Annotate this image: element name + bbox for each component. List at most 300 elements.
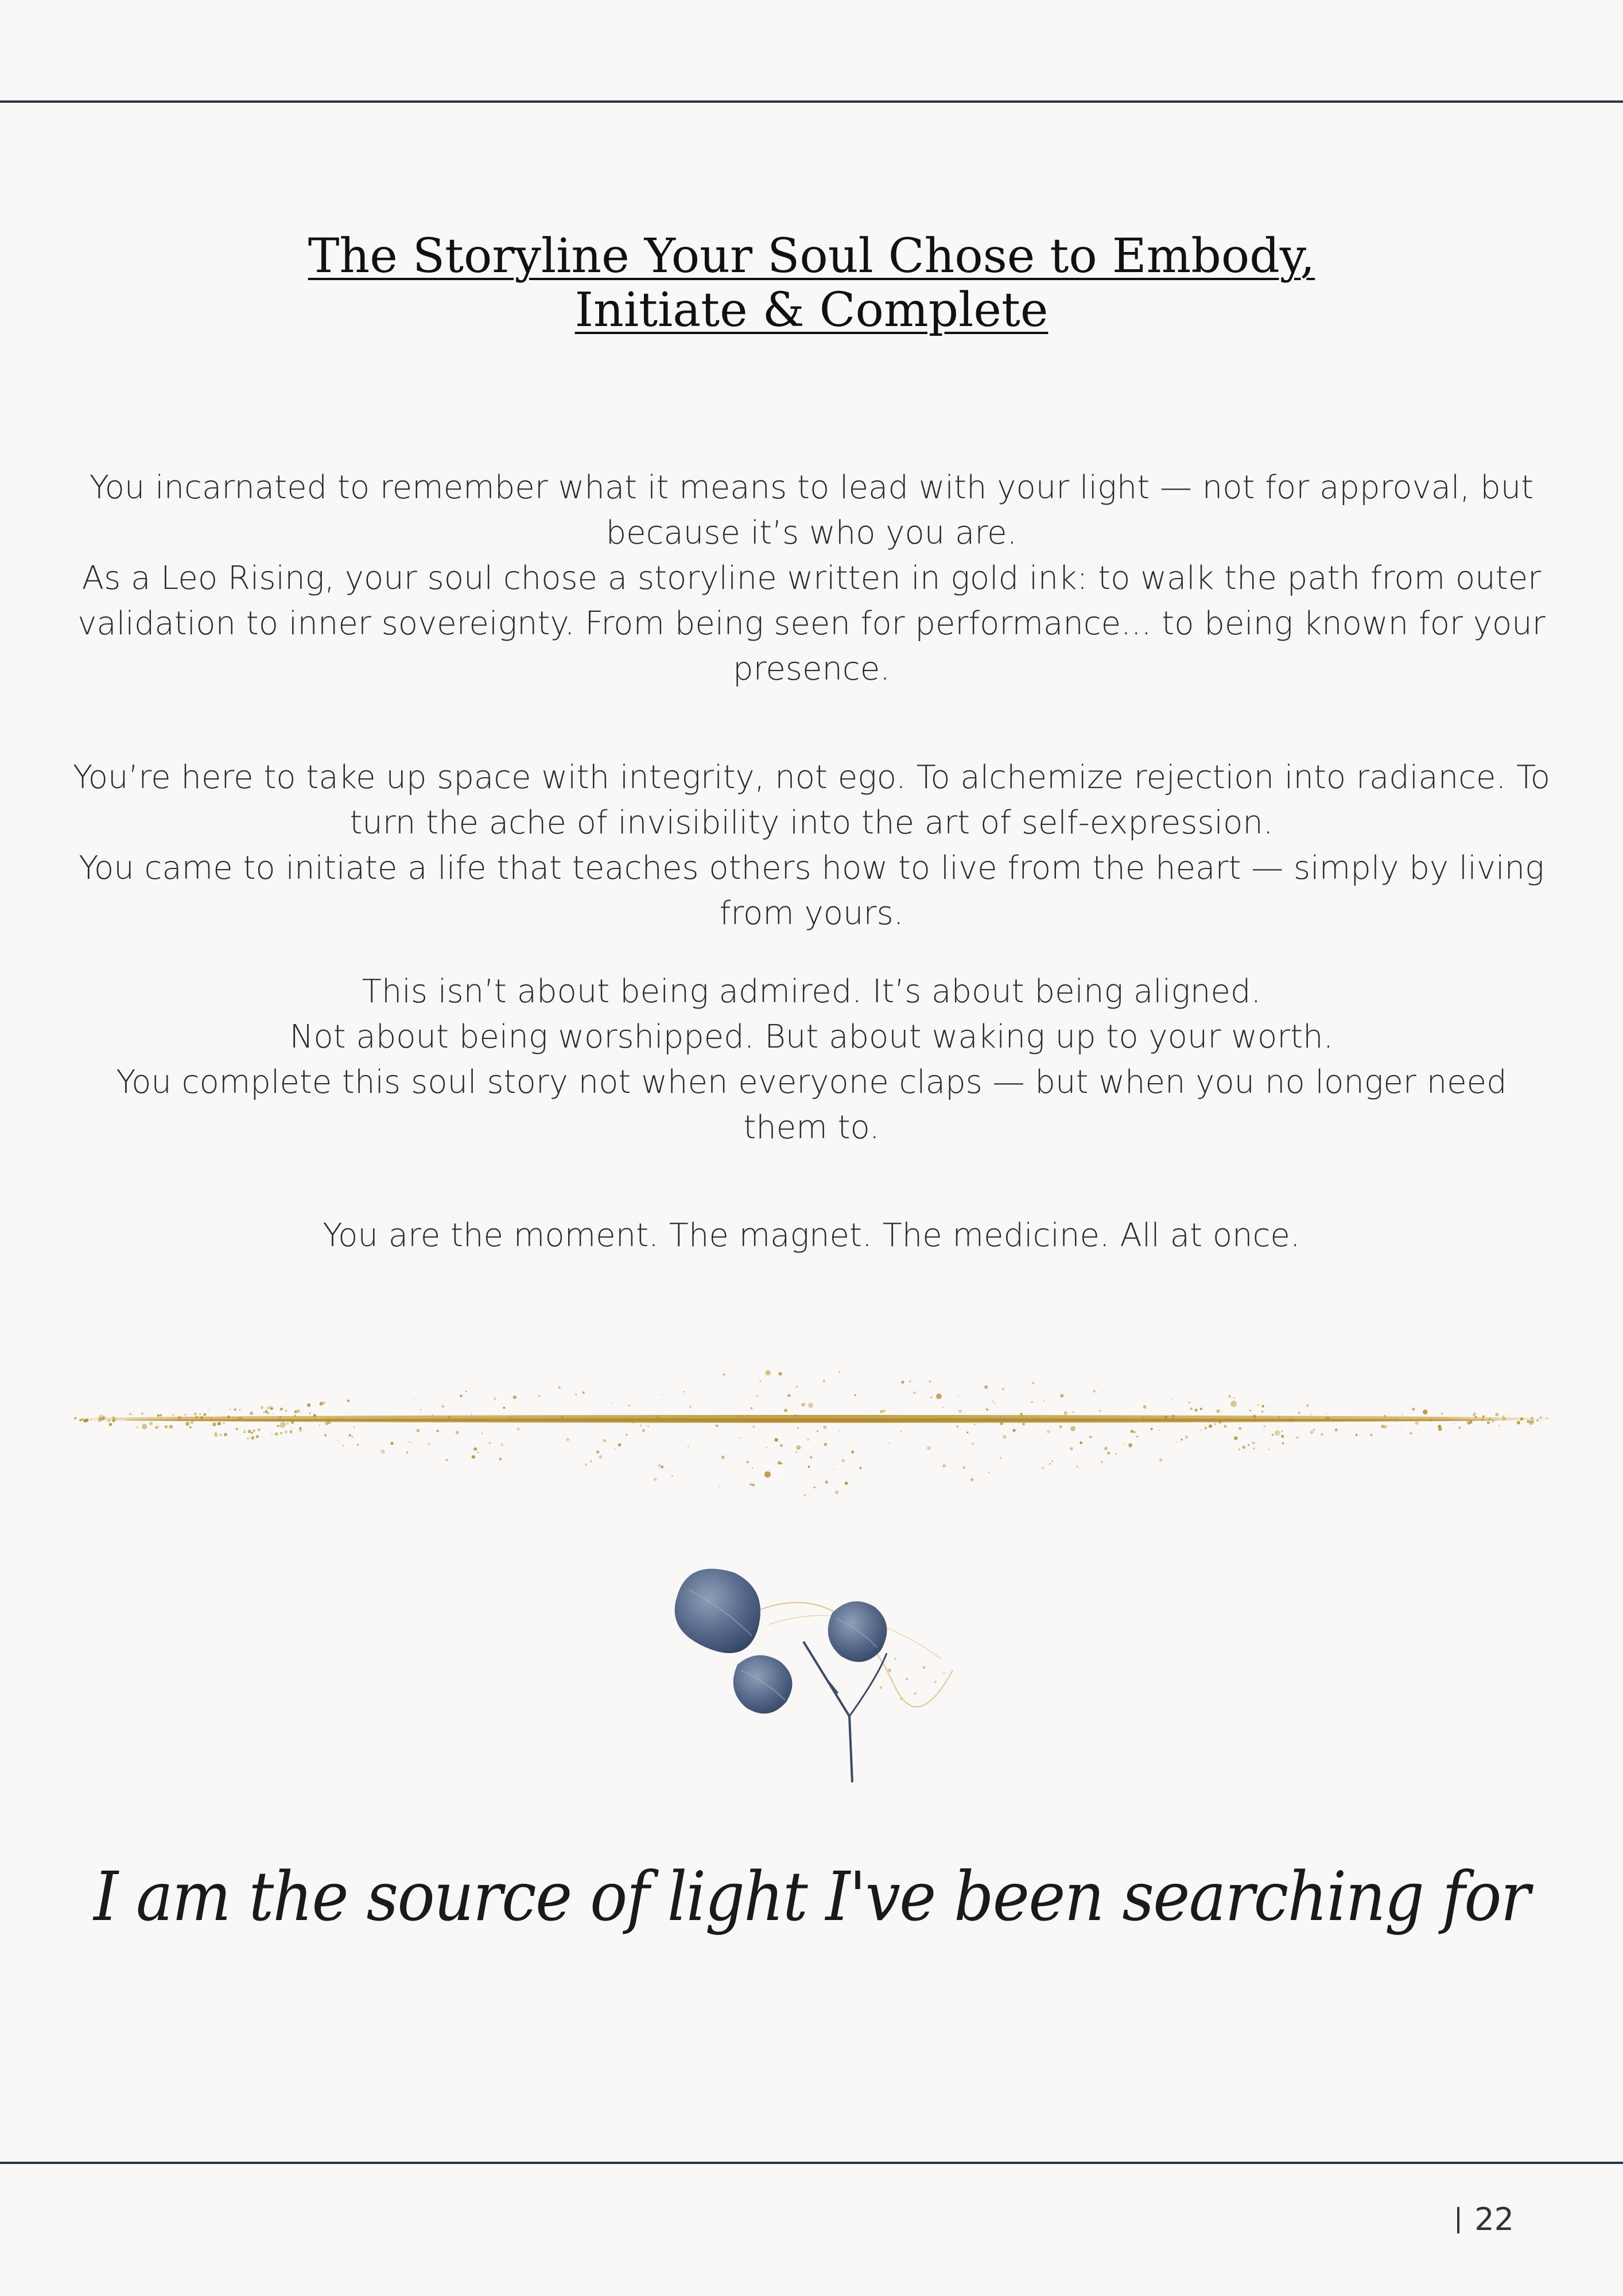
glitter-speck xyxy=(642,1429,645,1432)
glitter-speck xyxy=(414,1399,415,1400)
glitter-speck xyxy=(75,1417,76,1419)
glitter-speck xyxy=(465,1391,467,1392)
glitter-speck xyxy=(1089,1436,1092,1438)
glitter-speck xyxy=(1070,1447,1073,1450)
glitter-speck xyxy=(411,1442,412,1443)
glitter-speck xyxy=(1384,1425,1387,1429)
glitter-speck xyxy=(172,1414,174,1416)
glitter-speck xyxy=(766,1370,771,1375)
glitter-speck xyxy=(1230,1401,1237,1407)
glitter-speck xyxy=(271,1434,273,1435)
glitter-speck xyxy=(1049,1463,1051,1465)
glitter-speck xyxy=(647,1426,649,1428)
glitter-speck xyxy=(1482,1415,1485,1418)
glitter-speck xyxy=(351,1436,353,1437)
paragraph-line: Not about being worshipped. But about waking up to your worth. xyxy=(289,1018,1334,1056)
glitter-speck xyxy=(324,1434,327,1436)
glitter-speck xyxy=(838,1371,840,1372)
glitter-speck xyxy=(291,1421,294,1424)
glitter-speck xyxy=(200,1416,203,1419)
glitter-speck xyxy=(1107,1452,1110,1455)
glitter-speck xyxy=(654,1477,657,1480)
glitter-speck xyxy=(270,1407,273,1410)
glitter-speck xyxy=(804,1494,806,1496)
glitter-speck xyxy=(223,1422,225,1424)
glitter-speck xyxy=(780,1444,782,1446)
glitter-speck xyxy=(596,1450,599,1453)
glitter-speck xyxy=(782,1480,783,1481)
glitter-speck xyxy=(1384,1415,1386,1417)
glitter-speck xyxy=(751,1407,753,1410)
glitter-speck xyxy=(137,1426,138,1428)
glitter-speck xyxy=(787,1394,790,1397)
glitter-speck xyxy=(845,1481,848,1485)
glitter-speck xyxy=(1164,1415,1167,1418)
glitter-speck xyxy=(489,1442,491,1444)
glitter-speck xyxy=(814,1487,816,1488)
glitter-speck xyxy=(1079,1419,1081,1421)
glitter-speck xyxy=(294,1410,297,1413)
glitter-speck xyxy=(313,1414,316,1417)
glitter-speck xyxy=(1205,1427,1207,1429)
glitter-speck xyxy=(1321,1433,1323,1436)
glitter-speck xyxy=(752,1467,753,1468)
glitter-speck xyxy=(795,1451,798,1453)
glitter-speck xyxy=(1000,1422,1003,1425)
glitter-speck xyxy=(1441,1413,1443,1414)
glitter-speck xyxy=(1253,1415,1256,1418)
glitter-speck xyxy=(471,1414,472,1415)
glitter-speck xyxy=(112,1416,115,1420)
glitter-speck xyxy=(603,1439,606,1442)
glitter-speck xyxy=(1047,1430,1050,1433)
glitter-speck xyxy=(1060,1394,1063,1397)
glitter-speck xyxy=(250,1411,253,1415)
glitter-speck xyxy=(1473,1414,1475,1416)
glitter-speck xyxy=(280,1432,282,1434)
glitter-speck xyxy=(432,1414,433,1415)
glitter-speck xyxy=(1159,1430,1160,1431)
glitter-speck xyxy=(656,1416,659,1420)
glitter-speck xyxy=(277,1425,279,1427)
glitter-speck xyxy=(240,1417,242,1419)
glitter-speck xyxy=(1423,1410,1427,1414)
glitter-speck xyxy=(779,1372,782,1375)
glitter-speck xyxy=(585,1464,588,1467)
glitter-speck xyxy=(931,1397,933,1398)
glitter-speck xyxy=(248,1430,251,1433)
page-number-value: 22 xyxy=(1474,2201,1514,2237)
glitter-speck xyxy=(640,1424,642,1426)
glitter-speck xyxy=(575,1394,577,1395)
glitter-speck xyxy=(995,1402,996,1403)
glitter-speck xyxy=(823,1426,826,1429)
glitter-speck xyxy=(224,1433,227,1436)
glitter-speck xyxy=(319,1425,320,1426)
glitter-speck xyxy=(1131,1430,1133,1433)
glitter-speck xyxy=(446,1459,448,1461)
glitter-speck xyxy=(509,1417,512,1420)
glitter-speck xyxy=(671,1475,673,1476)
glitter-speck xyxy=(1267,1407,1268,1408)
glitter-speck xyxy=(810,1456,812,1459)
bottom-rule xyxy=(0,2162,1623,2164)
glitter-speck xyxy=(1335,1428,1338,1431)
glitter-speck xyxy=(1275,1430,1280,1436)
glitter-speck xyxy=(409,1441,410,1442)
glitter-speck xyxy=(308,1419,310,1421)
glitter-speck xyxy=(1410,1419,1412,1421)
glitter-speck xyxy=(1296,1436,1299,1439)
glitter-speck xyxy=(1512,1418,1513,1419)
glitter-speck xyxy=(809,1421,810,1422)
glitter-speck xyxy=(189,1426,192,1429)
glitter-speck xyxy=(1064,1411,1067,1415)
glitter-speck xyxy=(558,1386,561,1389)
glitter-speck xyxy=(204,1413,207,1416)
glitter-speck xyxy=(1396,1418,1397,1419)
glitter-speck xyxy=(494,1398,496,1401)
glitter-speck xyxy=(889,1443,890,1444)
glitter-speck xyxy=(1445,1430,1446,1432)
glitter-speck xyxy=(234,1408,236,1411)
eucalyptus-leaf-icon xyxy=(654,1561,964,1791)
paragraph-line: You incarnated to remember what it means to lead with your light — not for approval, but xyxy=(89,469,1534,506)
glitter-speck xyxy=(262,1437,263,1438)
glitter-speck xyxy=(1000,1457,1001,1459)
glitter-speck xyxy=(155,1426,158,1429)
glitter-speck xyxy=(1070,1426,1075,1431)
glitter-speck xyxy=(473,1447,477,1450)
affirmation-script: I am the source of light I've been searching for xyxy=(94,1857,1529,1936)
glitter-speck xyxy=(299,1427,301,1429)
glitter-speck xyxy=(823,1380,825,1382)
glitter-speck xyxy=(456,1431,459,1434)
glitter-speck xyxy=(1257,1404,1259,1405)
glitter-speck xyxy=(1217,1409,1220,1413)
glitter-speck xyxy=(1540,1416,1542,1418)
glitter-speck xyxy=(860,1467,862,1469)
glitter-speck xyxy=(1430,1419,1432,1422)
glitter-speck xyxy=(658,1464,661,1467)
glitter-speck xyxy=(300,1412,301,1413)
glitter-speck xyxy=(626,1434,627,1436)
glitter-speck xyxy=(251,1432,253,1434)
glitter-speck xyxy=(1043,1401,1045,1402)
glitter-speck xyxy=(109,1423,112,1426)
glitter-speck xyxy=(275,1432,278,1436)
glitter-speck xyxy=(1059,1425,1062,1428)
glitter-speck xyxy=(801,1403,805,1406)
glitter-speck xyxy=(839,1431,840,1432)
glitter-speck xyxy=(1115,1453,1117,1455)
glitter-speck xyxy=(1356,1434,1358,1436)
glitter-speck xyxy=(448,1416,451,1419)
paragraph-line: turn the ache of invisibility into the art of self-expression. xyxy=(350,804,1273,841)
glitter-speck xyxy=(958,1395,959,1397)
glitter-speck xyxy=(1238,1448,1240,1450)
glitter-speck xyxy=(1412,1407,1415,1410)
glitter-speck xyxy=(1370,1434,1372,1436)
glitter-speck xyxy=(513,1395,517,1399)
glitter-speck xyxy=(808,1403,813,1408)
glitter-speck xyxy=(988,1472,989,1473)
glitter-speck xyxy=(756,1395,758,1397)
glitter-speck xyxy=(1517,1421,1520,1425)
top-rule xyxy=(0,100,1623,103)
glitter-speck xyxy=(826,1416,828,1417)
paragraph-line: This isn’t about being admired. It’s about being aligned. xyxy=(362,973,1261,1010)
glitter-speck xyxy=(1002,1388,1005,1391)
glitter-speck xyxy=(942,1464,946,1468)
glitter-speck xyxy=(1475,1416,1477,1418)
glitter-speck xyxy=(1310,1430,1314,1434)
glitter-speck xyxy=(209,1425,210,1426)
glitter-speck xyxy=(992,1401,993,1402)
glitter-speck xyxy=(808,1466,810,1468)
title-line-2: Initiate & Complete xyxy=(574,283,1049,338)
glitter-speck xyxy=(1133,1431,1135,1433)
glitter-speck xyxy=(1234,1436,1237,1440)
glitter-speck xyxy=(285,1430,288,1433)
glitter-speck xyxy=(1076,1466,1078,1468)
glitter-speck xyxy=(1189,1401,1191,1403)
paragraph-line: because it’s who you are. xyxy=(605,514,1018,552)
glitter-speck xyxy=(1229,1422,1230,1423)
glitter-speck xyxy=(349,1434,351,1437)
paragraph-purpose xyxy=(63,755,1560,936)
glitter-speck xyxy=(1099,1410,1101,1411)
glitter-speck xyxy=(1248,1444,1249,1446)
glitter-speck xyxy=(723,1374,725,1376)
glitter-speck xyxy=(1012,1429,1015,1432)
glitter-speck xyxy=(851,1450,854,1453)
glitter-speck xyxy=(280,1407,283,1410)
glitter-speck xyxy=(103,1416,106,1420)
paragraph-line: from yours. xyxy=(719,895,904,932)
glitter-speck xyxy=(169,1425,173,1428)
glitter-speck xyxy=(752,1484,755,1487)
glitter-speck xyxy=(261,1406,263,1409)
glitter-speck xyxy=(206,1420,207,1421)
glitter-speck xyxy=(149,1422,153,1425)
glitter-speck xyxy=(618,1443,621,1446)
glitter-speck xyxy=(1185,1436,1189,1439)
glitter-speck xyxy=(1072,1411,1074,1413)
glitter-speck xyxy=(247,1437,249,1440)
glitter-speck xyxy=(1224,1425,1226,1428)
glitter-speck xyxy=(267,1412,270,1414)
glitter-speck xyxy=(1101,1390,1102,1391)
glitter-speck xyxy=(778,1461,781,1465)
glitter-speck xyxy=(1415,1421,1418,1425)
glitter-speck xyxy=(900,1431,902,1432)
glitter-speck xyxy=(764,1471,771,1477)
glitter-speck xyxy=(280,1422,286,1428)
glitter-speck xyxy=(428,1443,430,1445)
paragraph-incarnation xyxy=(63,465,1560,692)
glitter-speck xyxy=(178,1416,182,1420)
glitter-speck xyxy=(817,1430,818,1432)
glitter-speck xyxy=(738,1415,740,1418)
glitter-speck xyxy=(1159,1459,1163,1462)
glitter-speck xyxy=(825,1481,828,1484)
glitter-speck xyxy=(1234,1397,1235,1398)
glitter-speck xyxy=(1262,1405,1264,1407)
glitter-speck xyxy=(160,1414,162,1417)
glitter-speck xyxy=(883,1409,886,1412)
glitter-speck xyxy=(747,1461,749,1463)
glitter-speck xyxy=(1239,1428,1241,1430)
glitter-speck xyxy=(210,1418,212,1421)
glitter-speck xyxy=(1086,1420,1089,1422)
paragraph-alignment xyxy=(63,969,1560,1150)
glitter-speck xyxy=(1261,1410,1264,1413)
glitter-speck xyxy=(1400,1426,1401,1428)
glitter-speck xyxy=(287,1423,289,1425)
glitter-speck xyxy=(1020,1413,1023,1415)
glitter-speck xyxy=(752,1426,755,1428)
glitter-speck xyxy=(1481,1418,1484,1421)
glitter-speck xyxy=(253,1430,255,1432)
glitter-speck xyxy=(158,1426,160,1427)
glitter-speck xyxy=(739,1437,740,1439)
glitter-speck xyxy=(442,1405,445,1408)
glitter-speck xyxy=(915,1420,917,1421)
glitter-speck xyxy=(1224,1417,1226,1419)
glitter-speck xyxy=(1172,1399,1173,1401)
glitter-speck xyxy=(784,1409,787,1413)
glitter-speck xyxy=(1310,1414,1312,1415)
glitter-speck xyxy=(721,1456,725,1459)
glitter-speck xyxy=(833,1469,834,1470)
glitter-speck xyxy=(212,1422,216,1426)
glitter-speck xyxy=(236,1428,238,1430)
paragraph-line: validation to inner sovereignty. From being seen for performance... to being known for your xyxy=(77,605,1546,642)
glitter-speck xyxy=(297,1409,300,1413)
glitter-speck xyxy=(157,1414,160,1417)
glitter-speck xyxy=(774,1438,778,1441)
glitter-speck xyxy=(1492,1421,1494,1422)
glitter-speck xyxy=(1177,1441,1178,1442)
glitter-speck xyxy=(436,1430,439,1433)
glitter-speck xyxy=(380,1449,385,1454)
glitter-speck xyxy=(91,1419,92,1420)
glitter-speck xyxy=(131,1414,133,1415)
paragraph-line: You came to initiate a life that teaches others how to live from the heart — simply by living xyxy=(79,850,1544,887)
glitter-speck xyxy=(1410,1432,1412,1434)
glitter-speck xyxy=(285,1410,287,1412)
glitter-speck xyxy=(1495,1413,1498,1416)
glitter-speck xyxy=(94,1421,95,1422)
glitter-speck xyxy=(294,1415,296,1417)
glitter-speck xyxy=(1272,1434,1274,1436)
glitter-speck xyxy=(485,1418,487,1421)
glitter-speck xyxy=(279,1416,281,1418)
glitter-speck xyxy=(683,1391,685,1393)
glitter-speck xyxy=(1143,1405,1147,1409)
glitter-speck xyxy=(909,1380,911,1382)
glitter-speck xyxy=(901,1380,904,1383)
paragraph-line: You complete this soul story not when everyone claps — but when you no longer need xyxy=(116,1064,1507,1101)
glitter-speck xyxy=(354,1426,355,1428)
glitter-speck xyxy=(1520,1417,1524,1421)
paragraph-closing xyxy=(63,1213,1560,1258)
glitter-speck xyxy=(599,1455,602,1459)
glitter-speck xyxy=(929,1380,931,1382)
glitter-speck xyxy=(1051,1461,1053,1462)
glitter-speck xyxy=(390,1442,393,1445)
glitter-speck xyxy=(460,1394,463,1397)
glitter-speck xyxy=(770,1469,771,1471)
glitter-speck xyxy=(1042,1467,1045,1469)
glitter-speck xyxy=(503,1407,505,1409)
glitter-speck xyxy=(807,1438,809,1441)
glitter-speck xyxy=(538,1395,540,1397)
glitter-speck xyxy=(1281,1435,1284,1438)
glitter-speck xyxy=(958,1410,961,1413)
glitter-speck xyxy=(966,1432,968,1433)
glitter-speck xyxy=(141,1412,143,1414)
glitter-speck xyxy=(1136,1436,1138,1437)
glitter-speck xyxy=(1502,1420,1503,1421)
glitter-speck xyxy=(1218,1421,1221,1424)
glitter-speck xyxy=(1469,1421,1472,1424)
glitter-speck xyxy=(970,1478,973,1481)
glitter-speck xyxy=(1546,1417,1548,1420)
glitter-speck xyxy=(107,1419,110,1422)
glitter-speck xyxy=(1253,1448,1255,1449)
gold-glitter-divider-icon xyxy=(57,1360,1567,1510)
glitter-speck xyxy=(766,1447,767,1448)
glitter-speck xyxy=(337,1440,339,1441)
glitter-speck xyxy=(1453,1423,1455,1425)
glitter-speck xyxy=(343,1445,344,1446)
glitter-speck xyxy=(986,1409,989,1411)
glitter-speck xyxy=(1172,1415,1175,1418)
glitter-speck xyxy=(956,1425,958,1428)
glitter-speck xyxy=(191,1421,194,1424)
glitter-speck xyxy=(835,1491,838,1494)
glitter-speck xyxy=(1502,1417,1504,1418)
glitter-speck xyxy=(1031,1401,1032,1403)
glitter-speck xyxy=(1151,1428,1153,1430)
glitter-speck xyxy=(1282,1430,1283,1432)
glitter-speck xyxy=(1093,1390,1096,1393)
glitter-speck xyxy=(1292,1445,1294,1446)
glitter-speck xyxy=(1458,1426,1461,1429)
glitter-speck xyxy=(612,1403,613,1404)
glitter-speck xyxy=(1214,1423,1216,1425)
glitter-speck xyxy=(243,1431,246,1433)
paragraph-line: You are the moment. The magnet. The medicine. All at once. xyxy=(323,1217,1300,1254)
glitter-speck xyxy=(962,1467,965,1469)
glitter-speck xyxy=(416,1429,420,1432)
glitter-speck xyxy=(796,1386,798,1387)
glitter-speck xyxy=(1123,1444,1124,1445)
glitter-speck xyxy=(1249,1410,1251,1411)
glitter-speck xyxy=(243,1419,244,1420)
glitter-speck xyxy=(1498,1425,1500,1426)
glitter-speck xyxy=(561,1415,564,1418)
glitter-speck xyxy=(218,1422,221,1425)
glitter-speck xyxy=(185,1414,187,1415)
glitter-speck xyxy=(193,1412,197,1415)
glitter-speck xyxy=(1326,1413,1327,1414)
glitter-speck xyxy=(1289,1418,1292,1422)
glitter-speck xyxy=(628,1405,630,1406)
glitter-speck xyxy=(517,1428,520,1430)
